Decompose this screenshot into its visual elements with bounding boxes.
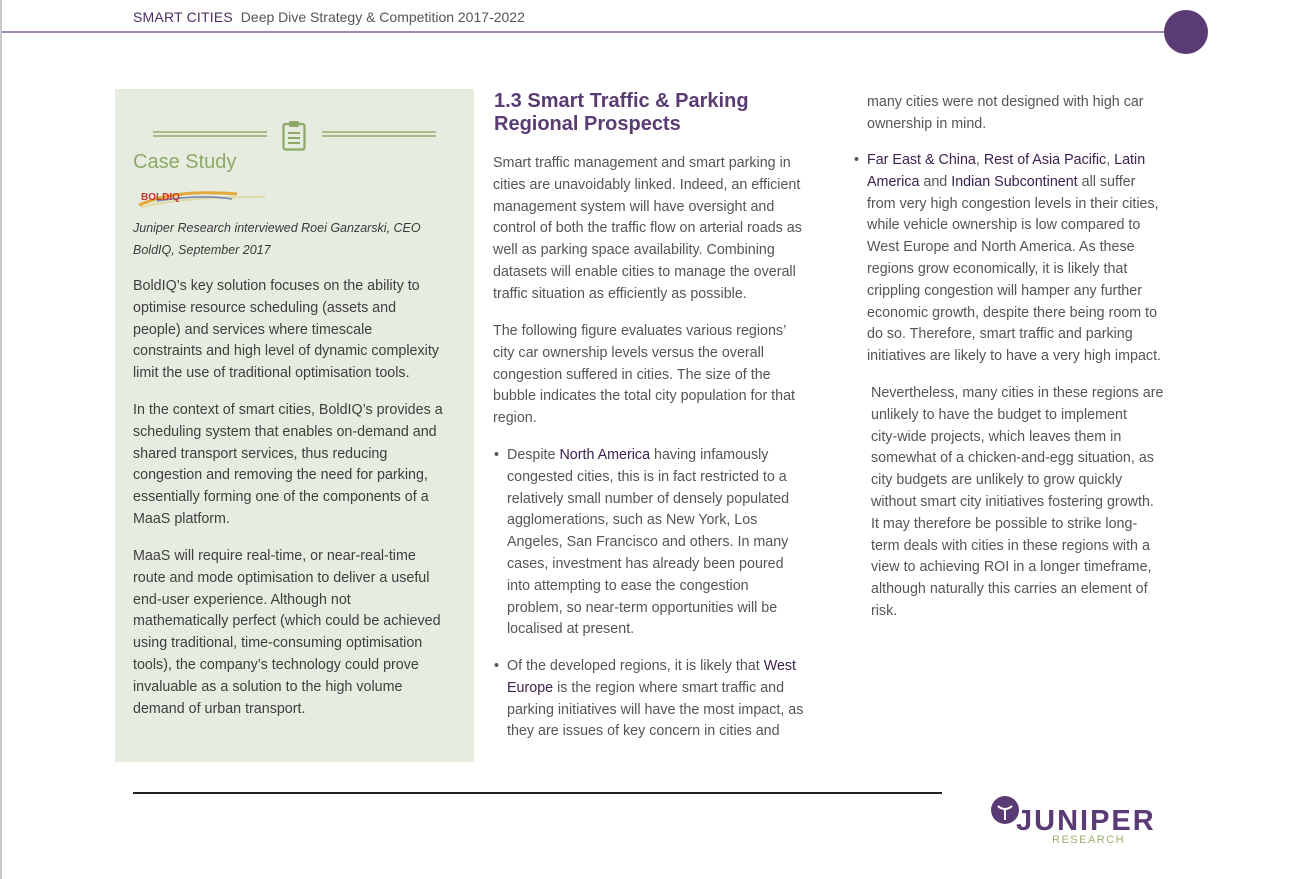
text-line: limit the use of traditional optimisation tools. — [133, 365, 410, 382]
text-line: optimise resource scheduling (assets and — [133, 299, 397, 316]
text-line: shared transport services, thus reducing — [133, 445, 388, 462]
header-subtitle: Deep Dive Strategy & Competition 2017-2022 — [240, 9, 525, 25]
header-rule — [2, 31, 1180, 33]
body-paragraph: Smart traffic management and smart parking in cities are unavoidably linked. Indeed, an efficient management system will have oversight and control of both the traffic flow on arterial roads as well as parking space availability. Combining datasets will enable cities to manage the overall traffic situation as efficiently as possible. — [493, 155, 802, 302]
case-study-title: Case Study — [133, 151, 237, 173]
region-rest-of-asia-pacific: Rest of Asia Pacific — [983, 152, 1107, 168]
juniper-logo-word: JUNIPER — [1016, 805, 1156, 837]
text-line: constraints and high level of dynamic complexity — [133, 343, 439, 360]
divider-left — [153, 131, 267, 137]
text-line: scheduling system that enables on-demand and — [133, 423, 437, 440]
page-edge — [0, 0, 2, 879]
bullet-item: • Despite North America having infamously congested cities, this is in fact restricted to a relatively small number of densely populated agglomerations, such as New York, Los Angeles, San Francisco and others. In many cases, investment has already been poured into attempting to ease the congestion problem, so near-term opportunities will be localised at present. — [494, 447, 790, 638]
juniper-logo-sub: RESEARCH — [1052, 834, 1126, 846]
text-line: invaluable as a solution to the high volume — [133, 678, 403, 695]
intro-line: Juniper Research interviewed Roei Ganzarski, CEO — [133, 221, 421, 235]
running-header — [133, 9, 525, 25]
clipboard-icon — [282, 120, 306, 151]
text-line: congestion and removing the need for parking, — [133, 467, 428, 484]
section-title-line: Regional Prospects — [494, 113, 681, 135]
text-line: BoldIQ’s key solution focuses on the ability to — [133, 278, 420, 294]
text-line: end-user experience. Although not — [133, 591, 351, 608]
text-line: tools), the company’s technology could prove — [133, 656, 419, 673]
case-study-paragraph — [133, 546, 461, 720]
region-latin-america: Latin — [1114, 152, 1146, 168]
case-study-panel — [115, 89, 474, 762]
body-paragraph: many cities were not designed with high car ownership in mind. — [867, 94, 1144, 132]
text-line: MaaS platform. — [133, 510, 230, 527]
case-study-intro — [133, 217, 453, 261]
bullet-item: • Of the developed regions, it is likely that West Europe is the region where smart traffic and parking initiatives will have the most impact, as they are issues of key concern in cities and — [494, 658, 804, 740]
region-indian-subcontinent: Indian Subcontinent — [951, 173, 1078, 190]
text-line: people) and services where timescale — [133, 321, 373, 338]
text-line: route and mode optimisation to deliver a useful — [133, 569, 430, 586]
text-line: using traditional, time-consuming optimisation — [133, 635, 423, 652]
text-line: essentially forming one of the components of a — [133, 489, 429, 506]
section-title-line: 1.3 Smart Traffic & Parking — [494, 90, 749, 112]
text-line: mathematically perfect (which could be achieved — [133, 613, 441, 630]
text-line: demand of urban transport. — [133, 700, 306, 717]
region-west-europe: West — [763, 658, 797, 674]
case-study-paragraph — [133, 276, 461, 385]
intro-line: BoldIQ, September 2017 — [133, 243, 271, 257]
bullet-dot: • — [854, 152, 860, 168]
region-west-europe: Europe — [507, 679, 554, 696]
bullet-dot: • — [494, 658, 500, 674]
body-paragraph: The following figure evaluates various regions’ city car ownership levels versus the overall congestion suffered in cities. The size of the bubble indicates the total city population for that region. — [493, 323, 796, 427]
bullet-dot: • — [494, 447, 500, 463]
boldiq-logo-text: BOLDIQ — [141, 192, 180, 203]
body-paragraph: Nevertheless, many cities in these regions are unlikely to have the budget to implement city-wide projects, which leaves them in somewhat of a chicken-and-egg situation, as city budgets are unlikely to grow quickly without smart city initiatives fostering growth. It may therefore be possible to strike long- term deals with cities in these regions with a view to achieving ROI in a longer timeframe, although naturally this carries an element of risk. — [871, 385, 1164, 619]
footer-rule — [133, 792, 942, 794]
region-latin-america: America — [867, 173, 920, 190]
region-north-america: North America — [559, 447, 651, 463]
section-title — [494, 90, 824, 136]
divider-right — [322, 131, 436, 137]
case-study-paragraph — [133, 400, 461, 531]
header-brand: SMART CITIES — [133, 9, 233, 25]
header-circle-marker — [1164, 10, 1208, 54]
text-line: MaaS will require real-time, or near-real-time — [133, 548, 416, 564]
text-line: In the context of smart cities, BoldIQ’s provides a — [133, 402, 443, 418]
region-far-east-china: Far East & China — [867, 152, 976, 168]
boldiq-logo — [137, 185, 267, 209]
bullet-item: • Far East & China, Rest of Asia Pacific, Latin America and Indian Subcontinent all suffer from very high congestion levels in their cities, while vehicle ownership is low compared to West Europe and North America. As these regions grow economically, it is likely that crippling congestion will hamper any further economic growth, despite there being room to do so. Therefore, smart traffic and parking initiatives are likely to have a very high impact. — [854, 152, 1162, 365]
